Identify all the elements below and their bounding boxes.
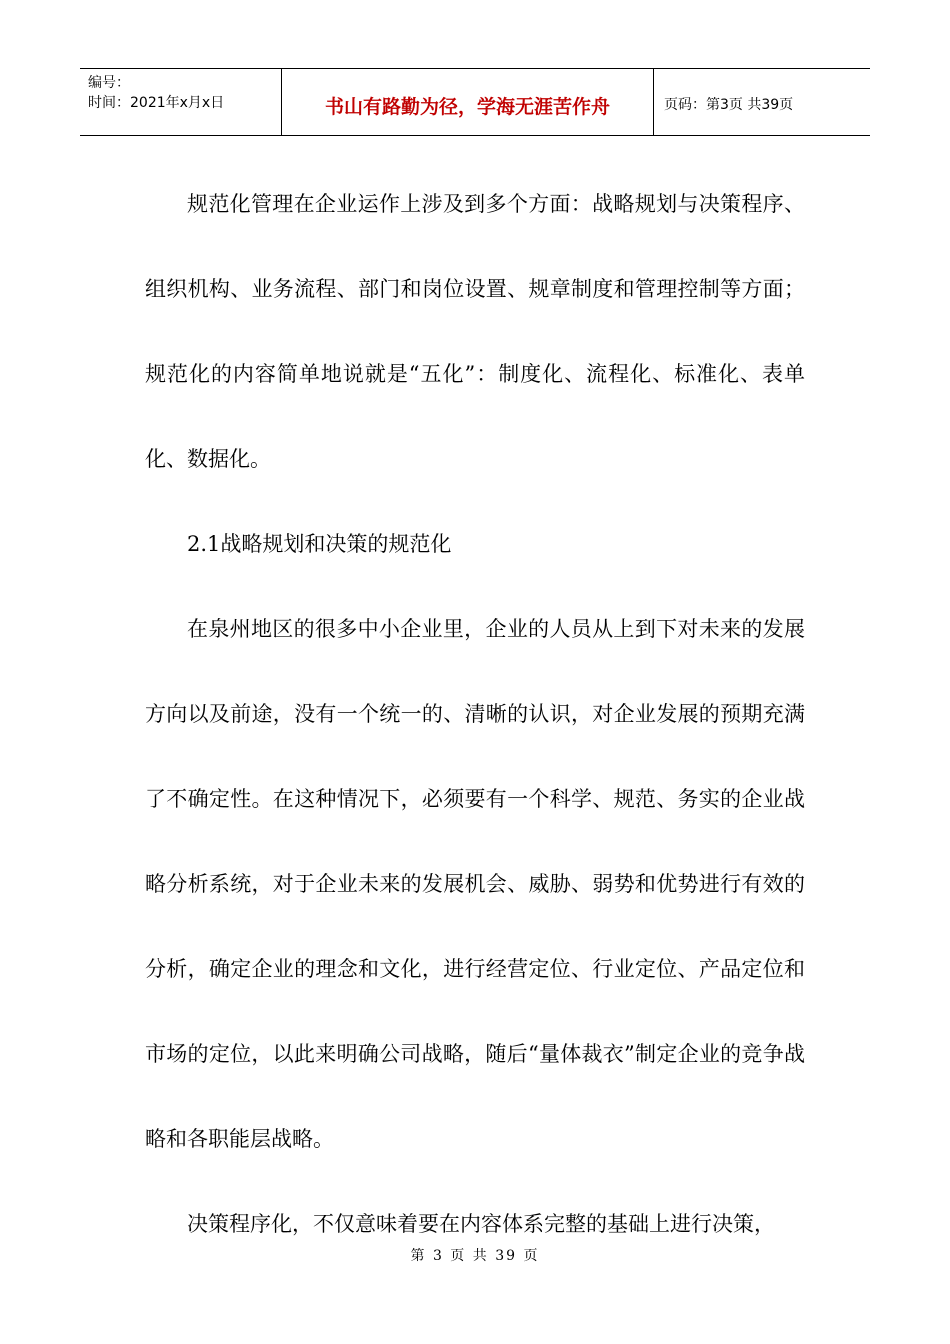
- document-body: [145, 162, 805, 1267]
- paragraph-strategy: 在泉州地区的很多中小企业里，企业的人员从上到下对未来的发展方向以及前途，没有一个统一的、清晰的认识，对企业发展的预期充满了不确定性。在这种情况下，必须要有一个科学、规范、务实的企业战略分析系统，对于企业未来的发展机会、威胁、弱势和优势进行有效的分析，确定企业的理念和文化，进行经营定位、行业定位、产品定位和市场的定位，以此来明确公司战略，随后“量体裁衣”制定企业的竞争战略和各职能层战略。: [145, 617, 805, 1151]
- header-page-info: 页码：第3页 共39页: [664, 97, 794, 113]
- header-number-label: 编号：: [88, 75, 130, 91]
- header-motto: 书山有路勤为径，学海无涯苦作舟: [282, 69, 654, 135]
- header-date-label: 时间：2021年x月x日: [88, 95, 225, 111]
- page-header: [80, 68, 870, 136]
- paragraph-intro: 规范化管理在企业运作上涉及到多个方面：战略规划与决策程序、组织机构、业务流程、部门和岗位设置、规章制度和管理控制等方面；规范化的内容简单地说就是“五化”：制度化、流程化、标准化、表单化、数据化。: [145, 192, 805, 471]
- header-meta: [80, 69, 282, 135]
- section-heading: 2.1战略规划和决策的规范化: [187, 532, 452, 556]
- page-footer: 第 3 页 共 39 页: [410, 1248, 540, 1264]
- paragraph-decision: 决策程序化，不仅意味着要在内容体系完整的基础上进行决策，: [187, 1212, 775, 1236]
